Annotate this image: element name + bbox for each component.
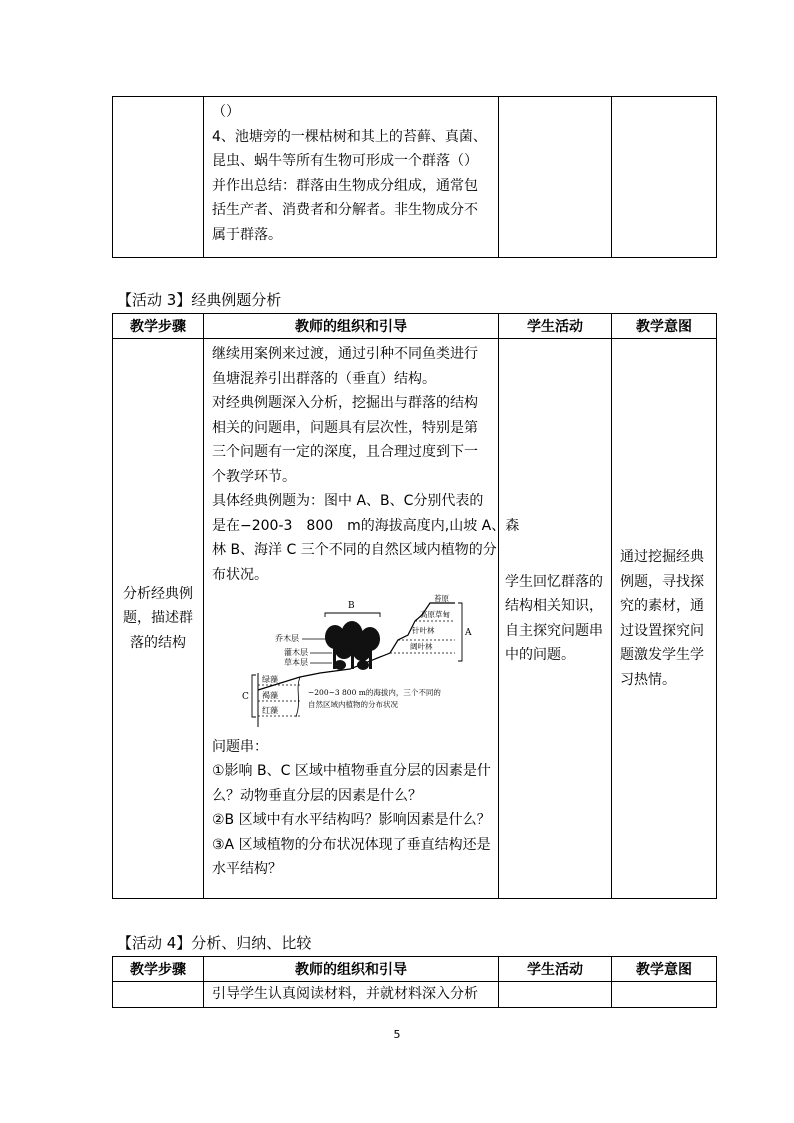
intent-line: 究的素材，通: [620, 598, 704, 614]
brown-algae-label: 褐藻: [262, 691, 278, 700]
text-line: 引导学生认真阅读材料，并就材料深入分析: [212, 986, 478, 1002]
alpine-meadow-label: 高原草甸: [420, 610, 450, 619]
text-line: 是在−200-3 800 m的海拔高度内,山坡 A、森: [212, 517, 520, 534]
diagram-caption-2: 自然区域内植物的分布状况: [308, 700, 398, 709]
header-student: 学生活动: [499, 314, 612, 339]
step-cell: [113, 97, 204, 258]
table-continued: [112, 96, 717, 258]
text-line: 么？动物垂直分层的因素是什么？: [212, 787, 422, 804]
text-line: ①影响 B、C 区域中植物垂直分层的因素是什: [212, 763, 491, 779]
student-line: 结构相关知识，: [505, 598, 603, 614]
step-cell: [113, 982, 204, 1008]
activity3-table: [112, 313, 717, 899]
text-line: 昆虫、蜗牛等所有生物可形成一个群落（）: [212, 153, 478, 169]
vegetation-distribution-diagram: [240, 595, 470, 720]
student-cell: [499, 97, 612, 258]
text-line: ③A 区域植物的分布状况体现了垂直结构还是: [212, 836, 491, 853]
text-line: 三个问题有一定的深度，且合理过度到下一: [212, 444, 478, 460]
intent-line: 通过挖掘经典: [620, 549, 704, 565]
intent-cell: [612, 982, 717, 1008]
text-line: 相关的问题串，问题具有层次性，特别是第: [212, 419, 478, 436]
teacher-cell: [204, 97, 499, 258]
tundra-label: 苔原: [434, 594, 449, 603]
red-algae-label: 红藻: [262, 706, 278, 715]
page-number: 5: [393, 1028, 401, 1041]
text-line: 括生产者、消费者和分解者。非生物成分不: [212, 202, 478, 218]
text-line: 继续用案例来过渡，通过引种不同鱼类进行: [212, 346, 478, 362]
shrub-layer-label: 灌木层: [284, 648, 308, 657]
header-step: 教学步骤: [113, 314, 204, 339]
activity4-heading: 【活动 4】分析、归纳、比较: [117, 934, 312, 952]
text-line: 属于群落。: [212, 226, 282, 243]
text-line: 问题串：: [212, 738, 268, 755]
header-student: 学生活动: [499, 957, 612, 982]
tree-layer-label: 乔木层: [275, 634, 299, 643]
intent-line: 习热情。: [620, 671, 676, 688]
text-line: 鱼塘混养引出群落的（垂直）结构。: [212, 370, 436, 387]
text-line: 具体经典例题为：图中 A、B、C分别代表的: [212, 493, 484, 509]
teacher-cell: [204, 982, 499, 1008]
intent-cell: [612, 339, 717, 899]
step-cell: [113, 339, 204, 899]
header-teacher: 教师的组织和引导: [204, 957, 499, 982]
header-step: 教学步骤: [113, 957, 204, 982]
text-line: 布状况。: [212, 566, 268, 583]
header-intent: 教学意图: [612, 957, 717, 982]
herb-layer-label: 草本层: [284, 658, 308, 667]
text-line: 对经典例题深入分析，挖掘出与群落的结构: [212, 395, 478, 411]
text-line: ②B 区域中有水平结构吗？影响因素是什么？: [212, 812, 491, 828]
text-line: （）: [212, 104, 240, 120]
intent-line: 题激发学生学: [620, 647, 704, 663]
student-line: 学生回忆群落的: [505, 573, 603, 590]
label-a: A: [465, 628, 472, 638]
text-line: 林 B、海洋 C 三个不同的自然区域内植物的分: [212, 542, 497, 558]
student-line: 自主探究问题串: [505, 622, 603, 639]
intent-cell: [612, 97, 717, 258]
green-algae-label: 绿藻: [262, 675, 278, 684]
header-teacher: 教师的组织和引导: [204, 314, 499, 339]
text-line: 并作出总结：群落由生物成分组成，通常包: [212, 177, 478, 194]
step-line: 题，描述群: [123, 610, 193, 627]
teacher-cell: [204, 339, 520, 899]
student-cell: [499, 982, 612, 1008]
forest-icon: [325, 621, 380, 670]
text-line: 水平结构？: [212, 861, 282, 877]
conifer-label: 针叶林: [412, 626, 435, 635]
intent-line: 过设置探究问: [620, 622, 704, 639]
student-line: 中的问题。: [505, 647, 575, 663]
step-line: 分析经典例: [123, 585, 193, 602]
activity4-table: [112, 956, 717, 1008]
activity3-heading: 【活动 3】经典例题分析: [117, 291, 282, 309]
broadleaf-label: 阔叶林: [410, 642, 433, 651]
student-cell: [499, 339, 612, 899]
diagram-caption-1: −200~3 800 m的海拔内，三个不同的: [308, 688, 441, 697]
label-c: C: [242, 692, 249, 702]
text-line: 个教学环节。: [212, 468, 296, 485]
label-b: B: [348, 601, 355, 611]
text-line: 4、池塘旁的一棵枯树和其上的苔藓、真菌、: [212, 128, 487, 145]
step-line: 落的结构: [130, 634, 186, 651]
header-intent: 教学意图: [612, 314, 717, 339]
intent-line: 例题，寻找探: [620, 573, 704, 590]
